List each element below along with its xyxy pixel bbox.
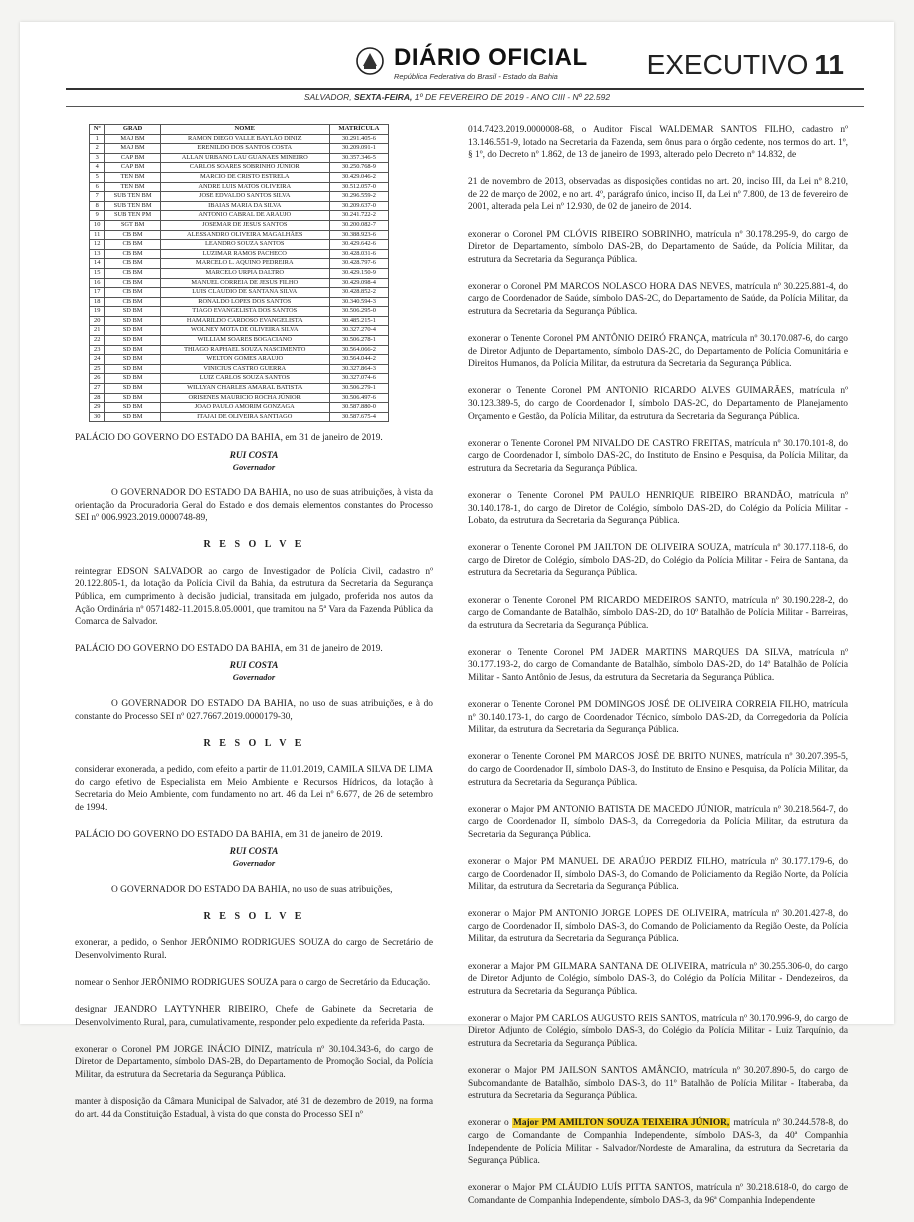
dateline [20, 92, 894, 102]
name-cell: ANDRE LUIS MATOS OLIVEIRA [160, 182, 329, 192]
row-number-cell: 4 [90, 163, 105, 173]
paragraph: exonerar o Major PM ANTONIO JORGE LOPES DE OLIVEIRA, matrícula nº 30.201.427-8, do cargo de Coordenador II, símbolo DAS-3, do Comando de Policiamento da Região Oeste, da Polícia Militar, da estrutura da Secretaria da Segurança Pública. [468, 909, 848, 945]
paragraph: exonerar a Major PM GILMARA SANTANA DE OLIVEIRA, matrícula nº 30.255.306-0, do cargo de Diretor Adjunto de Colégio, símbolo DAS-3, do Colégio da Polícia Militar - Dendezeiros, da estrutura da Secretaria da Segurança Pública. [468, 961, 848, 997]
name-cell: WILLIAM SOARES BOGACIANO [160, 336, 329, 346]
paragraph: designar JEANDRO LAYTYNHER RIBEIRO, Chefe de Gabinete da Secretaria de Desenvolvimento Rural, para, cumulativamente, responder pelo expediente da referida Pasta. [75, 1005, 433, 1028]
rank-cell: SD BM [105, 403, 160, 413]
table-row [90, 220, 389, 230]
row-number-cell: 22 [90, 336, 105, 346]
name-cell: ITAJAI DE OLIVEIRA SANTIAGO [160, 412, 329, 422]
rank-cell: CB BM [105, 268, 160, 278]
row-number-cell: 16 [90, 278, 105, 288]
name-cell: LEANDRO SOUZA SANTOS [160, 240, 329, 250]
rank-cell: SD BM [105, 336, 160, 346]
table-row [90, 230, 389, 240]
paragraph: PALÁCIO DO GOVERNO DO ESTADO DA BAHIA, em 31 de janeiro de 2019. [75, 433, 383, 444]
paragraph: exonerar o Tenente Coronel PM ANTÔNIO DEIRÓ FRANÇA, matrícula nº 30.170.087-6, do cargo de Diretor Adjunto de Departamento, símbolo DAS-2C, do Departamento de Polícia Comunitária e Direitos Humanos, da Polícia Militar, da estrutura da Secretaria da Segurança Pública. [468, 334, 848, 370]
row-number-cell: 8 [90, 201, 105, 211]
paragraph-rest: matrícula nº 30.244.578-8, do cargo de Comandante de Companhia Independente, símbolo DAS-3, da 40ª Companhia Independente de Polícia Militar - Salvador/Nordeste de Amaralina, da estrutura da Secretaria da Segurança Pública. [468, 1118, 849, 1167]
row-number-cell: 6 [90, 182, 105, 192]
row-number-cell: 3 [90, 153, 105, 163]
registration-cell: 30.250.768-9 [329, 163, 388, 173]
highlighted-name: Major PM AMILTON SOUZA TEIXEIRA JÚNIOR, [513, 1118, 730, 1129]
row-number-cell: 26 [90, 374, 105, 384]
table-row [90, 153, 389, 163]
section-name: EXECUTIVO [646, 49, 809, 80]
rank-cell: TEN BM [105, 172, 160, 182]
section-label [647, 49, 844, 81]
table-row [90, 297, 389, 307]
paragraph: exonerar, a pedido, o Senhor JERÔNIMO RODRIGUES SOUZA do cargo de Secretário de Desenvolvimento Rural. [75, 938, 433, 961]
name-cell: CARLOS SOARES SOBRINHO JÚNIOR [160, 163, 329, 173]
paragraph: 21 de novembro de 2013, observadas as disposições contidas no art. 20, inciso III, da Lei nº 8.210, de 22 de março de 2002, e no art. 4º, parágrafo único, inciso II, da Lei nº 7.800, de 13 de fevereiro de 2001, alterada pela Lei nº 12.930, de 02 de janeiro de 2014. [468, 177, 848, 213]
registration-cell: 30.327.074-6 [329, 374, 388, 384]
name-cell: LUZIMAR RAMOS PACHECO [160, 249, 329, 259]
registration-cell: 30.564.044-2 [329, 355, 388, 365]
paragraph: PALÁCIO DO GOVERNO DO ESTADO DA BAHIA, em 31 de janeiro de 2019. [75, 644, 383, 655]
rank-cell: CAP BM [105, 163, 160, 173]
resolve-heading: R E S O L V E [203, 539, 305, 551]
rank-cell: CB BM [105, 249, 160, 259]
signature-name: RUI COSTA [229, 661, 279, 672]
left-column [75, 124, 433, 1136]
paragraph: exonerar o Major PM CARLOS AUGUSTO REIS SANTOS, matrícula nº 30.170.996-9, do cargo de Diretor Adjunto de Colégio, símbolo DAS-3, do Colégio da Polícia Militar - Luiz Tarquínio, da estrutura da Secretaria da Segurança Pública. [468, 1013, 848, 1049]
row-number-cell: 25 [90, 364, 105, 374]
paragraph: manter à disposição da Câmara Municipal de Salvador, até 31 de dezembro de 2019, na forma do art. 44 da Constituição Estadual, à vista do que consta do Processo SEI nº [75, 1097, 433, 1120]
paragraph: exonerar o Major PM MANUEL DE ARAÚJO PERDIZ FILHO, matrícula nº 30.177.179-6, do cargo de Coordenador II, símbolo DAS-3, do Comando de Policiamento da Região Norte, da Polícia Militar, da estrutura da Secretaria da Segurança Pública. [468, 856, 848, 893]
registration-cell: 30.327.864-3 [329, 364, 388, 374]
paragraph: exonerar o Tenente Coronel PM ANTONIO RICARDO ALVES GUIMARÃES, matrícula nº 30.123.389-5, do cargo de Coordenador I, símbolo DAS-2C, do Departamento de Planejamento Orçamento e Gestão, da Polícia Militar, da estrutura da Secretaria da Segurança Pública. [468, 386, 848, 422]
name-cell: VINICIUS CASTRO GUERRA [160, 364, 329, 374]
paragraph: exonerar o Coronel PM MARCOS NOLASCO HORA DAS NEVES, matrícula nº 30.225.881-4, do cargo de Coordenador de Saúde, símbolo DAS-2C, do Departamento de Saúde, da Polícia Militar, da estrutura da Secretaria da Segurança Pública. [468, 281, 848, 318]
rank-cell: SD BM [105, 316, 160, 326]
name-cell: THIAGO RAPHAEL SOUZA NASCIMENTO [160, 345, 329, 355]
newspaper-subtitle: República Federativa do Brasil - Estado da Bahia [394, 72, 558, 81]
registration-cell: 30.506.295-0 [329, 307, 388, 317]
name-cell: RAMON DIEGO VALLE BAYLÃO DINIZ [160, 134, 329, 144]
row-number-cell: 17 [90, 288, 105, 298]
name-cell: ALESSANDRO OLIVEIRA MAGALHÃES [160, 230, 329, 240]
paragraph: exonerar o Tenente Coronel PM NIVALDO DE CASTRO FREITAS, matrícula nº 30.170.101-8, do cargo de Coordenador I, símbolo DAS-2C, do Instituto de Ensino e Pesquisa, da Polícia Militar, da estrutura da Secretaria da Segurança Pública. [468, 438, 848, 474]
dateline-rest: 1º DE FEVEREIRO DE 2019 - ANO CIII - Nº 22.592 [414, 92, 611, 102]
registration-cell: 30.587.880-0 [329, 403, 388, 413]
page-number: 11 [814, 49, 844, 80]
row-number-cell: 19 [90, 307, 105, 317]
table-row [90, 249, 389, 259]
table-row [90, 192, 389, 202]
paragraph: exonerar o Tenente Coronel PM DOMINGOS JOSÉ DE OLIVEIRA CORREIA FILHO, matrícula nº 30.140.173-1, do cargo de Coordenador Técnico, símbolo DAS-2D, da Corregedoria da Polícia Militar, da estrutura da Secretaria da Segurança Pública. [468, 700, 848, 736]
table-row [90, 326, 389, 336]
row-number-cell: 7 [90, 192, 105, 202]
paragraph: O GOVERNADOR DO ESTADO DA BAHIA, no uso de suas atribuições, e à do constante do Processo SEI nº 027.7667.2019.0000179-30, [75, 698, 433, 722]
rank-cell: SD BM [105, 374, 160, 384]
paragraph: exonerar o Major PM ANTONIO BATISTA DE MACEDO JÚNIOR, matrícula nº 30.218.564-7, do cargo de Coordenador II, símbolo DAS-3, da Corregedoria da Polícia Militar, da estrutura da Secretaria da Segurança Pública. [468, 804, 848, 840]
rank-cell: SD BM [105, 364, 160, 374]
rank-cell: SD BM [105, 384, 160, 394]
registration-cell: 30.506.278-1 [329, 336, 388, 346]
row-number-cell: 15 [90, 268, 105, 278]
name-cell: TIAGO EVANGELISTA DOS SANTOS [160, 307, 329, 317]
name-cell: JOSEMAR DE JESUS SANTOS [160, 220, 329, 230]
rank-cell: TEN BM [105, 182, 160, 192]
row-number-cell: 29 [90, 403, 105, 413]
table-row [90, 259, 389, 269]
registration-cell: 30.291.405-6 [329, 134, 388, 144]
rank-cell: CB BM [105, 230, 160, 240]
registration-cell: 30.429.098-4 [329, 278, 388, 288]
paragraph: considerar exonerada, a pedido, com efeito a partir de 11.01.2019, CAMILA SILVA DE LIMA do cargo efetivo de Especialista em Meio Ambiente e Recursos Hídricos, da lotação à Secretaria do Meio Ambiente, com fundamento no art. 46 da Lei nº 6.677, de 26 de setembro de 1994. [75, 765, 433, 813]
paragraph: exonerar o Tenente Coronel PM RICARDO MEDEIROS SANTO, matrícula nº 30.190.228-2, do cargo de Comandante de Batalhão, símbolo DAS-2D, do 10º Batalhão de Polícia Militar - Barreiras, da estrutura da Secretaria da Segurança Pública. [468, 595, 848, 631]
registration-cell: 30.429.642-6 [329, 240, 388, 250]
rank-cell: CB BM [105, 288, 160, 298]
registration-cell: 30.340.594-3 [329, 297, 388, 307]
name-cell: JOAO PAULO AMORIM GONZAGA [160, 403, 329, 413]
table-row [90, 336, 389, 346]
name-cell: ERENILDO DOS SANTOS COSTA [160, 144, 329, 154]
registration-cell: 30.428.031-6 [329, 249, 388, 259]
row-number-cell: 11 [90, 230, 105, 240]
paragraph: exonerar o Tenente Coronel PM MARCOS JOSÉ DE BRITO NUNES, matrícula nº 30.207.395-5, do cargo de Coordenador II, símbolo DAS-3, do Instituto de Ensino e Pesquisa, da Polícia Militar, da estrutura da Secretaria da Segurança Pública. [468, 752, 848, 788]
table-row [90, 393, 389, 403]
registration-cell: 30.428.797-6 [329, 259, 388, 269]
table-row [90, 278, 389, 288]
signature-name: RUI COSTA [229, 847, 279, 858]
paragraph-lead: exonerar o [468, 1118, 509, 1129]
row-number-cell: 21 [90, 326, 105, 336]
signature-name: RUI COSTA [229, 450, 279, 461]
table-row [90, 240, 389, 250]
rank-cell: SD BM [105, 326, 160, 336]
table-row [90, 345, 389, 355]
paragraph: PALÁCIO DO GOVERNO DO ESTADO DA BAHIA, em 31 de janeiro de 2019. [75, 830, 383, 841]
right-column [468, 124, 848, 1222]
paragraph: reintegrar EDSON SALVADOR ao cargo de Investigador de Polícia Civil, cadastro nº 20.122.805-1, da lotação da Polícia Civil da Bahia, da estrutura da Secretaria da Segurança Pública, em cumprimento à decisão judicial, transitada em julgado, proferida nos autos da Ação Ordinária nº 0571482-11.2015.8.05.0001, que tramitou na 5ª Vara da Fazenda Pública da Comarca de Salvador. [75, 566, 433, 628]
signature-block [75, 451, 433, 473]
signature-block [75, 847, 433, 869]
table-row [90, 364, 389, 374]
row-number-cell: 27 [90, 384, 105, 394]
name-cell: MARCIO DE CRISTO ESTRELA [160, 172, 329, 182]
roster-table-body [90, 134, 389, 422]
registration-cell: 30.241.722-2 [329, 211, 388, 221]
rank-cell: SD BM [105, 393, 160, 403]
rank-cell: SUB TEN BM [105, 201, 160, 211]
name-cell: MARCELO L. AQUINO PEDREIRA [160, 259, 329, 269]
name-cell: WELTON GOMES ARAUJO [160, 355, 329, 365]
name-cell: WOLNEY MOTA DE OLIVEIRA SILVA [160, 326, 329, 336]
paragraph: exonerar o Tenente Coronel PM PAULO HENRIQUE RIBEIRO BRANDÃO, matrícula nº 30.140.178-1, do cargo de Diretor de Colégio, símbolo DAS-2D, do Colégio da Polícia Militar - Lobato, da estrutura da Secretaria da Segurança Pública. [468, 490, 848, 527]
paragraph: exonerar o Major PM CLÁUDIO LUÍS PITTA SANTOS, matrícula nº 30.218.618-0, do cargo de Comandante de Companhia Independente, símbolo DAS-3, da 96ª Companhia Independente [468, 1183, 848, 1206]
row-number-cell: 18 [90, 297, 105, 307]
name-cell: RONALDO LOPES DOS SANTOS [160, 297, 329, 307]
paragraph: exonerar o Tenente Coronel PM JADER MARTINS MARQUES DA SILVA, matrícula nº 30.177.193-2, do cargo de Comandante de Batalhão, símbolo DAS-2D, do 14º Batalhão de Polícia Militar - Santo Antônio de Jesus, da estrutura da Secretaria da Segurança Pública. [468, 647, 848, 683]
registration-cell: 30.209.091-1 [329, 144, 388, 154]
registration-cell: 30.428.852-2 [329, 288, 388, 298]
paragraph: exonerar o Coronel PM CLÓVIS RIBEIRO SOBRINHO, matrícula nº 30.178.295-9, do cargo de Diretor de Departamento, símbolo DAS-2B, do Departamento de Saúde, da Polícia Militar, da estrutura da Secretaria da Segurança Pública. [468, 229, 848, 265]
registration-cell: 30.564.066-2 [329, 345, 388, 355]
registration-cell: 30.296.559-2 [329, 192, 388, 202]
row-number-cell: 12 [90, 240, 105, 250]
table-row [90, 316, 389, 326]
roster-table [89, 124, 389, 422]
rank-cell: CAP BM [105, 153, 160, 163]
rank-cell: CB BM [105, 240, 160, 250]
table-row [90, 412, 389, 422]
name-cell: IBAIAS MARIA DA SILVA [160, 201, 329, 211]
table-row [90, 403, 389, 413]
registration-cell: 30.429.150-9 [329, 268, 388, 278]
column-header: Nº [90, 125, 105, 135]
highlighted-paragraph [468, 1117, 848, 1167]
registration-cell: 30.200.082-7 [329, 220, 388, 230]
signature-block [75, 661, 433, 683]
table-row [90, 163, 389, 173]
rank-cell: MAJ BM [105, 134, 160, 144]
name-cell: MANUEL CORREIA DE JESUS FILHO [160, 278, 329, 288]
table-row [90, 384, 389, 394]
paragraph: 014.7423.2019.0000008-68, o Auditor Fiscal WALDEMAR SANTOS FILHO, cadastro nº 13.146.551-9, lotado na Secretaria da Fazenda, sem ônus para o órgão cedente, nos termos do art. 1º, § 1º, do Decreto nº 1.862, de 13 de janeiro de 1993, alterado pelo Decreto nº 14.832, de [468, 125, 848, 161]
registration-cell: 30.388.923-6 [329, 230, 388, 240]
header-rule [66, 88, 864, 90]
name-cell: ALLAN URBANO LAU GUANAES MINEIRO [160, 153, 329, 163]
rank-cell: MAJ BM [105, 144, 160, 154]
rank-cell: SD BM [105, 345, 160, 355]
registration-cell: 30.485.215-1 [329, 316, 388, 326]
registration-cell: 30.506.279-1 [329, 384, 388, 394]
row-number-cell: 14 [90, 259, 105, 269]
rank-cell: SD BM [105, 307, 160, 317]
rank-cell: SGT BM [105, 220, 160, 230]
resolve-heading: R E S O L V E [203, 737, 305, 749]
row-number-cell: 28 [90, 393, 105, 403]
newspaper-title: DIÁRIO OFICIAL [394, 44, 588, 71]
table-row [90, 374, 389, 384]
rank-cell: SD BM [105, 412, 160, 422]
table-header-row [90, 125, 389, 135]
paragraph: exonerar o Tenente Coronel PM JAILTON DE OLIVEIRA SOUZA, matrícula nº 30.177.118-6, do cargo de Diretor de Colégio, símbolo DAS-2D, do Colégio da Polícia Militar - Feira de Santana, da estrutura da Secretaria da Segurança Pública. [468, 543, 848, 579]
name-cell: WILLYAN CHARLES AMARAL BATISTA [160, 384, 329, 394]
registration-cell: 30.506.497-6 [329, 393, 388, 403]
table-row [90, 268, 389, 278]
column-header: GRAD [105, 125, 160, 135]
registration-cell: 30.429.046-2 [329, 172, 388, 182]
rank-cell: SUB TEN BM [105, 192, 160, 202]
table-row [90, 134, 389, 144]
dateline-day: SEXTA-FEIRA, [353, 92, 413, 102]
row-number-cell: 1 [90, 134, 105, 144]
paragraph: O GOVERNADOR DO ESTADO DA BAHIA, no uso de suas atribuições, [111, 884, 393, 895]
dateline-city: SALVADOR, [303, 92, 352, 102]
row-number-cell: 13 [90, 249, 105, 259]
name-cell: JOSE EDVALDO SANTOS SILVA [160, 192, 329, 202]
rank-cell: SUB TEN PM [105, 211, 160, 221]
column-header: MATRÍCULA [329, 125, 388, 135]
paragraph: exonerar o Coronel PM JORGE INÁCIO DINIZ, matrícula nº 30.104.343-6, do cargo de Diretor de Departamento, símbolo DAS-2B, do Departamento de Promoção Social, da Polícia Militar, da estrutura da Secretaria da Segurança Pública. [75, 1044, 433, 1081]
registration-cell: 30.209.637-0 [329, 201, 388, 211]
column-header: NOME [160, 125, 329, 135]
row-number-cell: 9 [90, 211, 105, 221]
document-page [20, 22, 894, 1206]
registration-cell: 30.327.270-4 [329, 326, 388, 336]
row-number-cell: 10 [90, 220, 105, 230]
row-number-cell: 20 [90, 316, 105, 326]
paragraph: O GOVERNADOR DO ESTADO DA BAHIA, no uso de suas atribuições, à vista da orientação da Procuradoria Geral do Estado e dos demais elementos constantes do Processo SEI nº 006.9923.2019.0000748-89, [75, 488, 433, 524]
resolve-heading: R E S O L V E [203, 910, 305, 922]
paragraph: nomear o Senhor JERÔNIMO RODRIGUES SOUZA para o cargo de Secretário da Educação. [75, 978, 431, 989]
rank-cell: CB BM [105, 259, 160, 269]
name-cell: MARCELO URPIA DALTRO [160, 268, 329, 278]
state-seal-icon [355, 46, 385, 76]
table-row [90, 144, 389, 154]
registration-cell: 30.512.057-0 [329, 182, 388, 192]
header-rule-bottom [66, 106, 864, 107]
table-row [90, 355, 389, 365]
row-number-cell: 5 [90, 172, 105, 182]
registration-cell: 30.587.675-4 [329, 412, 388, 422]
paragraph: exonerar o Major PM JAILSON SANTOS AMÂNCIO, matrícula nº 30.207.890-5, do cargo de Subcomandante de Batalhão, símbolo DAS-3, do 11º Batalhão de Polícia Militar - Itaberaba, da estrutura da Secretaria da Segurança Pública. [468, 1066, 848, 1102]
table-row [90, 182, 389, 192]
row-number-cell: 2 [90, 144, 105, 154]
table-row [90, 307, 389, 317]
name-cell: LUIS CLAUDIO DE SANTANA SILVA [160, 288, 329, 298]
registration-cell: 30.357.346-5 [329, 153, 388, 163]
signature-role: Governador [232, 461, 276, 472]
row-number-cell: 24 [90, 355, 105, 365]
signature-role: Governador [232, 858, 276, 869]
table-row [90, 288, 389, 298]
rank-cell: SD BM [105, 355, 160, 365]
name-cell: ANTONIO CABRAL DE ARAUJO [160, 211, 329, 221]
signature-role: Governador [232, 672, 276, 683]
table-row [90, 201, 389, 211]
name-cell: LUIZ CARLOS SOUZA SANTOS [160, 374, 329, 384]
table-row [90, 211, 389, 221]
row-number-cell: 30 [90, 412, 105, 422]
table-row [90, 172, 389, 182]
name-cell: ORISENES MAURICIO ROCHA JÚNIOR [160, 393, 329, 403]
rank-cell: CB BM [105, 297, 160, 307]
name-cell: HAMARILDO CARDOSO EVANGELISTA [160, 316, 329, 326]
masthead [20, 22, 894, 122]
row-number-cell: 23 [90, 345, 105, 355]
rank-cell: CB BM [105, 278, 160, 288]
